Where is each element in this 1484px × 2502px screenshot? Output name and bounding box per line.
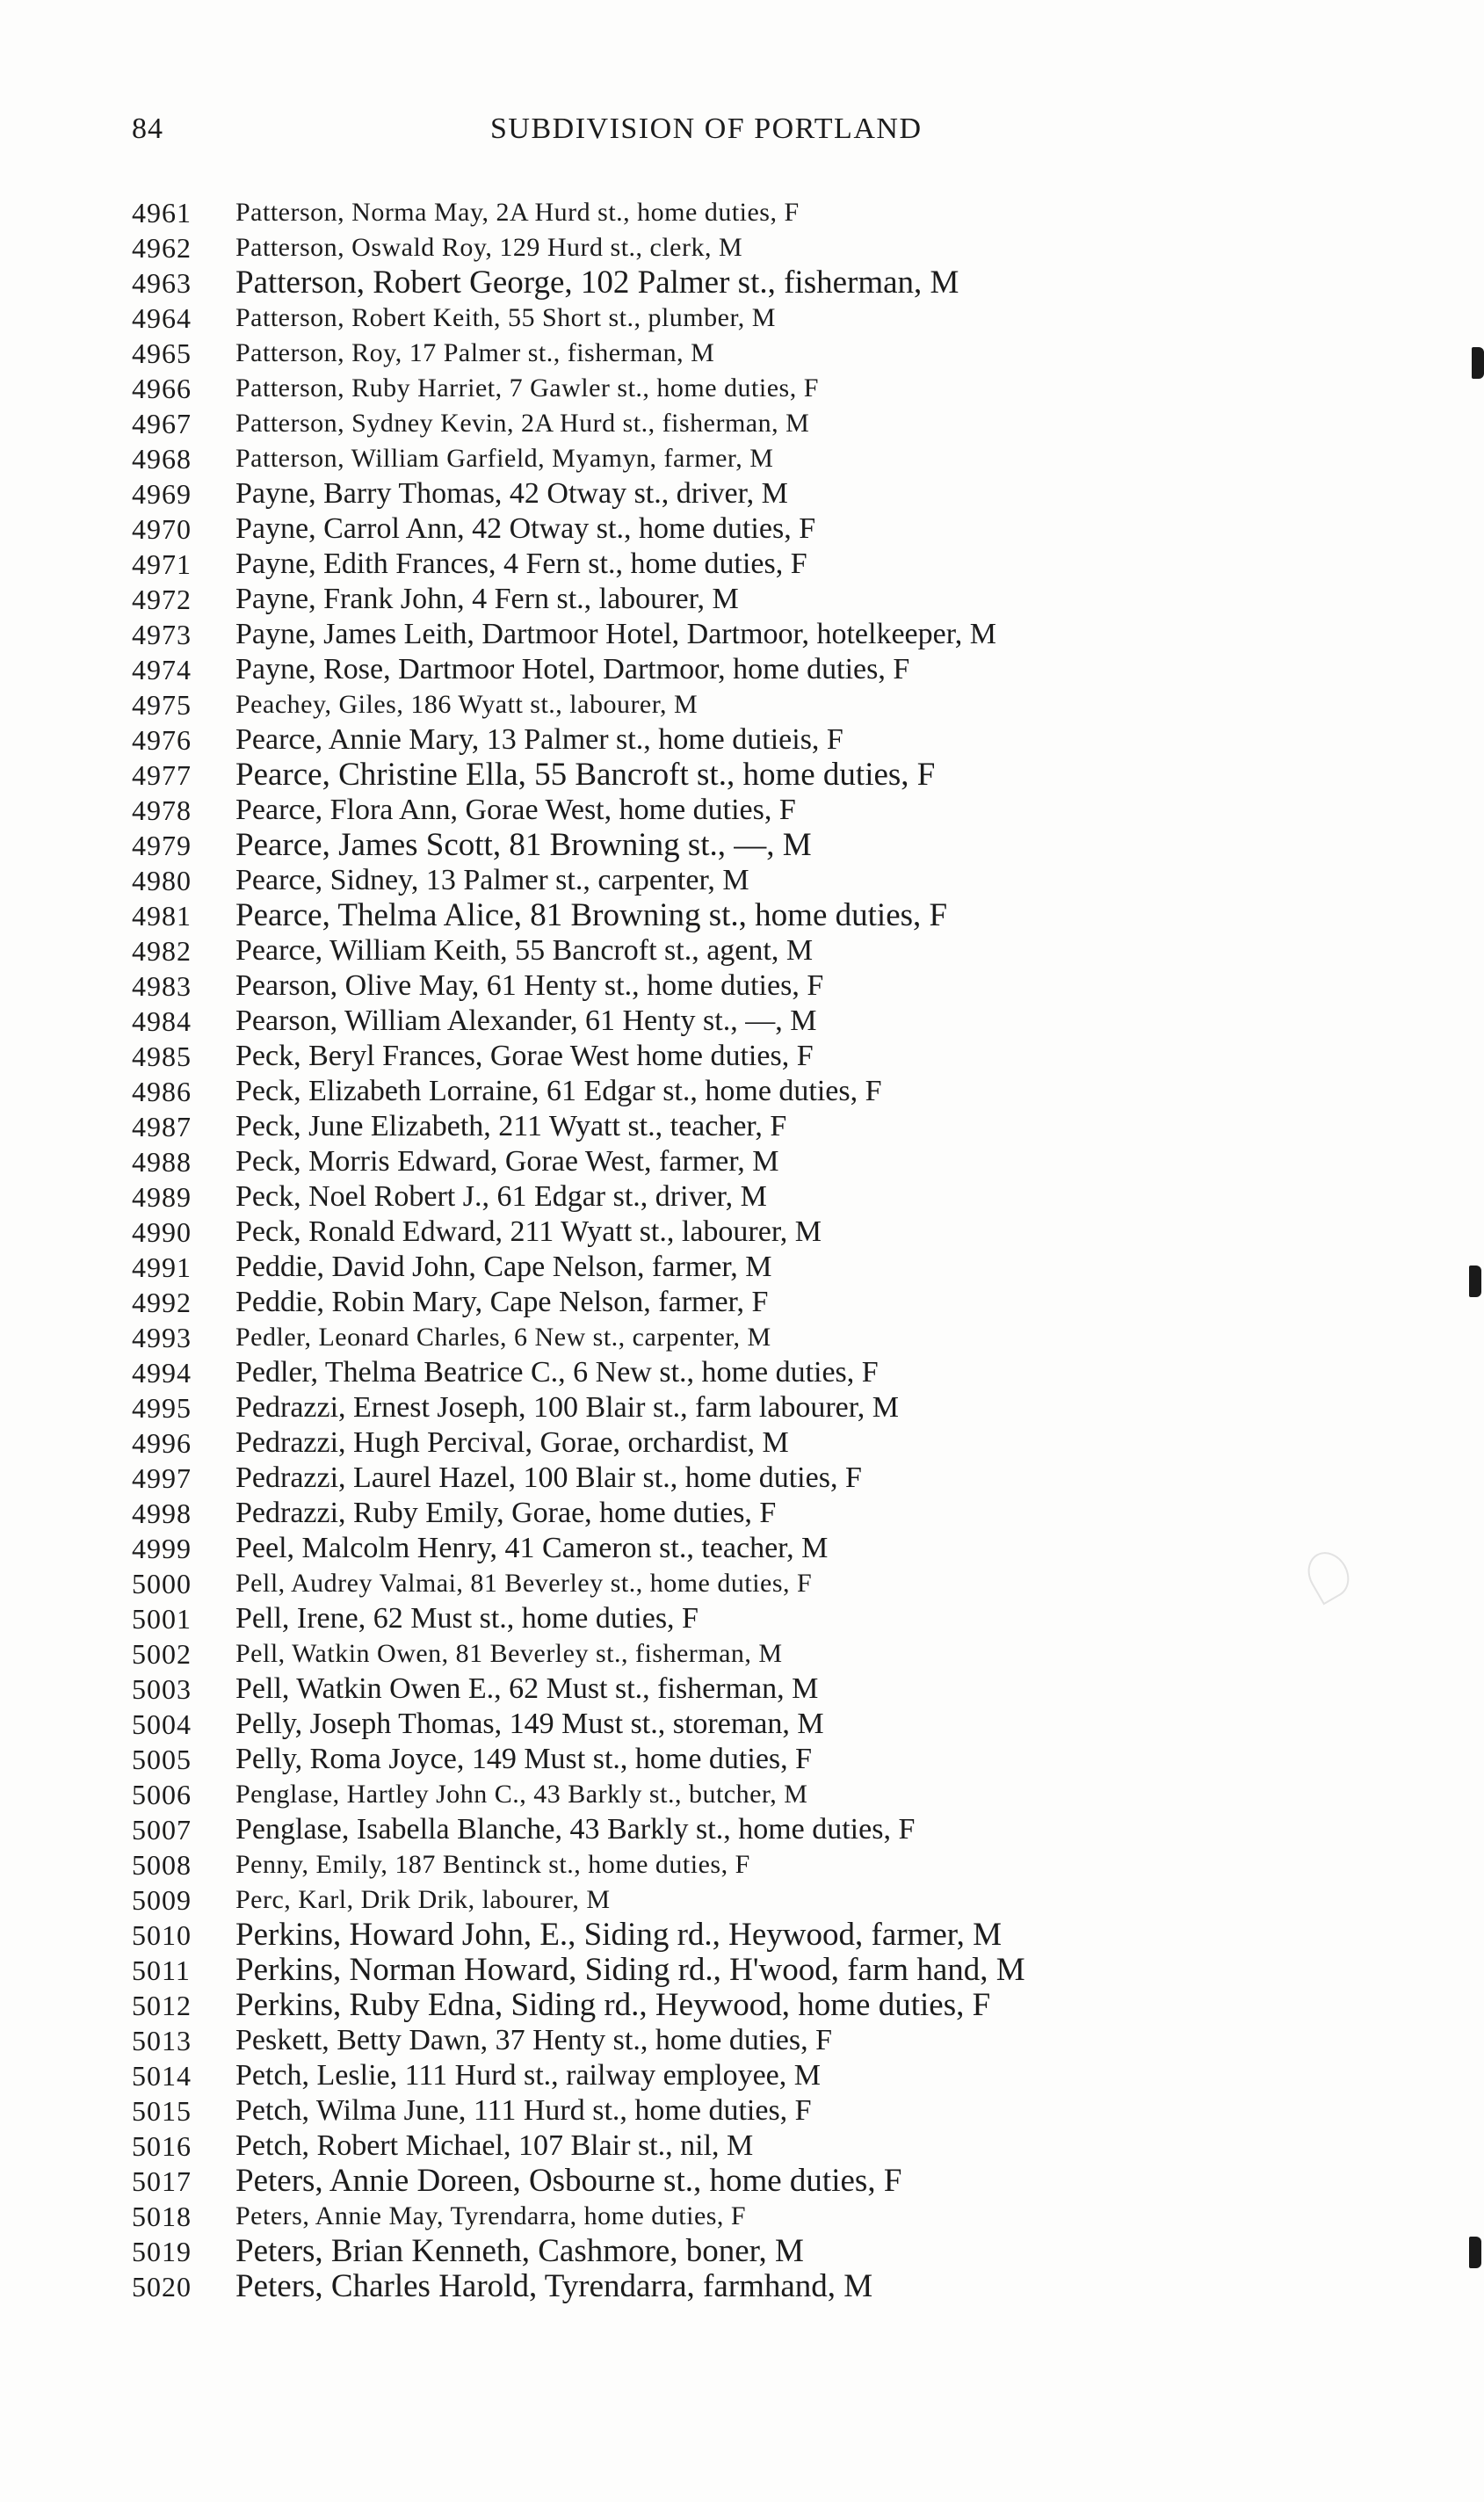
entry-text: Perkins, Howard John, E., Siding rd., Heywood, farmer, M	[235, 1917, 1003, 1953]
list-item	[0, 301, 1484, 336]
list-item	[0, 1039, 1484, 1074]
entry-number: 4991	[132, 1251, 192, 1283]
margin-tab-mark	[1469, 2237, 1481, 2268]
list-item	[0, 406, 1484, 441]
entry-number: 5010	[132, 1919, 192, 1951]
entry-text: Peters, Annie May, Tyrendarra, home duties, F	[235, 2201, 747, 2230]
list-item	[0, 2199, 1484, 2234]
entry-number: 4969	[132, 478, 192, 510]
entry-text: Peddie, David John, Cape Nelson, farmer, M	[235, 1251, 772, 1283]
entry-number: 4964	[132, 302, 192, 334]
list-item	[0, 1988, 1484, 2023]
entry-text: Perkins, Ruby Edna, Siding rd., Heywood, home duties, F	[235, 1987, 991, 2023]
list-item	[0, 793, 1484, 828]
entry-text: Pearson, Olive May, 61 Henty st., home duties, F	[235, 969, 824, 1002]
list-item	[0, 652, 1484, 687]
entry-number: 4995	[132, 1392, 192, 1424]
entry-text: Pedler, Leonard Charles, 6 New st., carpenter, M	[235, 1323, 771, 1352]
list-item	[0, 1461, 1484, 1496]
list-item	[0, 1179, 1484, 1215]
list-item	[0, 2023, 1484, 2058]
entry-text: Penny, Emily, 187 Bentinck st., home duties, F	[235, 1850, 750, 1879]
entry-number: 5009	[132, 1884, 192, 1916]
entry-number: 4961	[132, 197, 192, 228]
list-item	[0, 1390, 1484, 1425]
entry-number: 4963	[132, 267, 192, 299]
entry-text: Pell, Audrey Valmai, 81 Beverley st., home duties, F	[235, 1569, 813, 1598]
entry-text: Payne, Frank John, 4 Fern st., labourer, M	[235, 583, 739, 615]
list-item	[0, 1531, 1484, 1566]
entry-text: Pearson, William Alexander, 61 Henty st., —, M	[235, 1004, 817, 1037]
list-item	[0, 2129, 1484, 2164]
entry-number: 4965	[132, 337, 192, 369]
list-item	[0, 758, 1484, 793]
entry-text: Patterson, Oswald Roy, 129 Hurd st., clerk, M	[235, 233, 743, 262]
entry-text: Pedler, Thelma Beatrice C., 6 New st., home duties, F	[235, 1356, 879, 1389]
list-item	[0, 1953, 1484, 1988]
list-item	[0, 1074, 1484, 1109]
margin-tab-mark	[1469, 1266, 1481, 1297]
entry-text: Perkins, Norman Howard, Siding rd., H'wood, farm hand, M	[235, 1952, 1025, 1988]
entry-number: 5007	[132, 1814, 192, 1846]
entry-number: 4996	[132, 1427, 192, 1459]
entry-number: 4997	[132, 1462, 192, 1494]
list-item	[0, 1777, 1484, 1812]
list-item	[0, 1109, 1484, 1144]
list-item	[0, 195, 1484, 230]
entry-number: 4976	[132, 724, 192, 756]
entry-text: Peck, Noel Robert J., 61 Edgar st., driver, M	[235, 1180, 767, 1213]
list-item	[0, 2234, 1484, 2269]
entry-text: Patterson, Norma May, 2A Hurd st., home duties, F	[235, 198, 800, 227]
entry-number: 5013	[132, 2025, 192, 2056]
entry-text: Peck, June Elizabeth, 211 Wyatt st., teacher, F	[235, 1110, 787, 1142]
entry-text: Pearce, Flora Ann, Gorae West, home duties, F	[235, 794, 796, 826]
list-item	[0, 722, 1484, 758]
entry-text: Petch, Leslie, 111 Hurd st., railway employee, M	[235, 2059, 821, 2092]
entry-number: 5017	[132, 2165, 192, 2197]
list-item	[0, 371, 1484, 406]
entry-text: Payne, James Leith, Dartmoor Hotel, Dartmoor, hotelkeeper, M	[235, 618, 996, 650]
entry-number: 4967	[132, 408, 192, 439]
entry-number: 5019	[132, 2236, 192, 2267]
list-item	[0, 1004, 1484, 1039]
entry-text: Peck, Elizabeth Lorraine, 61 Edgar st., home duties, F	[235, 1075, 882, 1107]
list-item	[0, 1215, 1484, 1250]
entry-text: Payne, Rose, Dartmoor Hotel, Dartmoor, home duties, F	[235, 653, 910, 685]
entry-number: 4992	[132, 1287, 192, 1318]
list-item	[0, 1566, 1484, 1601]
entry-number: 5014	[132, 2060, 192, 2092]
entry-number: 5003	[132, 1673, 192, 1705]
entry-text: Patterson, William Garfield, Myamyn, farmer, M	[235, 444, 774, 473]
list-item	[0, 336, 1484, 371]
list-item	[0, 1144, 1484, 1179]
list-item	[0, 1847, 1484, 1882]
entry-text: Petch, Wilma June, 111 Hurd st., home duties, F	[235, 2094, 812, 2127]
entry-number: 4971	[132, 548, 192, 580]
list-item	[0, 1672, 1484, 1707]
entry-number: 5016	[132, 2130, 192, 2162]
entry-text: Petch, Robert Michael, 107 Blair st., nil, M	[235, 2129, 754, 2162]
list-item	[0, 898, 1484, 933]
entry-number: 4999	[132, 1533, 192, 1564]
entry-text: Pedrazzi, Ruby Emily, Gorae, home duties, F	[235, 1497, 777, 1529]
entry-text: Payne, Carrol Ann, 42 Otway st., home duties, F	[235, 512, 816, 545]
list-item	[0, 547, 1484, 582]
entry-number: 5004	[132, 1708, 192, 1740]
list-item	[0, 511, 1484, 547]
entry-number: 4962	[132, 232, 192, 264]
entry-text: Pedrazzi, Hugh Percival, Gorae, orchardist, M	[235, 1426, 789, 1459]
running-head-title: SUBDIVISION OF PORTLAND	[490, 112, 923, 145]
list-item	[0, 1812, 1484, 1847]
entry-number: 4988	[132, 1146, 192, 1178]
list-item	[0, 1250, 1484, 1285]
entry-text: Patterson, Sydney Kevin, 2A Hurd st., fisherman, M	[235, 409, 810, 438]
entry-text: Pelly, Joseph Thomas, 149 Must st., storeman, M	[235, 1708, 824, 1740]
list-item	[0, 828, 1484, 863]
entry-text: Pell, Irene, 62 Must st., home duties, F	[235, 1602, 699, 1635]
entry-number: 4994	[132, 1357, 192, 1389]
list-item	[0, 2093, 1484, 2129]
list-item	[0, 1918, 1484, 1953]
list-item	[0, 933, 1484, 968]
entry-text: Pearce, Annie Mary, 13 Palmer st., home dutieis, F	[235, 723, 843, 756]
entry-number: 5000	[132, 1568, 192, 1599]
entry-number: 4985	[132, 1041, 192, 1072]
list-item	[0, 687, 1484, 722]
entry-number: 4970	[132, 513, 192, 545]
entry-number: 5002	[132, 1638, 192, 1670]
entry-text: Pelly, Roma Joyce, 149 Must st., home duties, F	[235, 1743, 813, 1775]
list-item	[0, 1742, 1484, 1777]
list-item	[0, 1882, 1484, 1918]
entry-text: Pearce, Thelma Alice, 81 Browning st., home duties, F	[235, 897, 948, 933]
entry-number: 5020	[132, 2271, 192, 2303]
entry-number: 4989	[132, 1181, 192, 1213]
entry-number: 5005	[132, 1744, 192, 1775]
entry-number: 5015	[132, 2095, 192, 2127]
entry-number: 4986	[132, 1076, 192, 1107]
entry-number: 5012	[132, 1990, 192, 2021]
entry-text: Peddie, Robin Mary, Cape Nelson, farmer, F	[235, 1286, 769, 1318]
entry-number: 4978	[132, 794, 192, 826]
entry-number: 4984	[132, 1005, 192, 1037]
list-item	[0, 1320, 1484, 1355]
list-item	[0, 1601, 1484, 1636]
entry-text: Patterson, Robert Keith, 55 Short st., plumber, M	[235, 303, 776, 332]
entry-text: Peskett, Betty Dawn, 37 Henty st., home duties, F	[235, 2024, 833, 2056]
entry-text: Peters, Annie Doreen, Osbourne st., home duties, F	[235, 2163, 902, 2199]
entry-text: Penglase, Isabella Blanche, 43 Barkly st., home duties, F	[235, 1813, 916, 1846]
list-item	[0, 2058, 1484, 2093]
list-item	[0, 968, 1484, 1004]
page-number: 84	[132, 112, 163, 145]
list-item	[0, 441, 1484, 476]
entry-number: 4981	[132, 900, 192, 932]
list-item	[0, 2164, 1484, 2199]
entry-number: 4966	[132, 373, 192, 404]
entry-number: 5008	[132, 1849, 192, 1881]
entry-text: Payne, Barry Thomas, 42 Otway st., driver, M	[235, 477, 788, 510]
entry-number: 5001	[132, 1603, 192, 1635]
entry-number: 4987	[132, 1111, 192, 1142]
entry-text: Pedrazzi, Ernest Joseph, 100 Blair st., farm labourer, M	[235, 1391, 899, 1424]
entry-text: Perc, Karl, Drik Drik, labourer, M	[235, 1885, 611, 1914]
entry-number: 4993	[132, 1322, 192, 1353]
entry-text: Peck, Morris Edward, Gorae West, farmer, M	[235, 1145, 779, 1178]
list-item	[0, 863, 1484, 898]
entry-text: Pell, Watkin Owen, 81 Beverley st., fisherman, M	[235, 1639, 783, 1668]
entry-text: Peters, Brian Kenneth, Cashmore, boner, M	[235, 2233, 804, 2269]
entry-number: 5011	[132, 1954, 191, 1986]
list-item	[0, 1285, 1484, 1320]
entry-text: Pearce, Christine Ella, 55 Bancroft st., home duties, F	[235, 757, 936, 793]
entry-text: Peck, Beryl Frances, Gorae West home duties, F	[235, 1040, 814, 1072]
entry-text: Pearce, James Scott, 81 Browning st., —, M	[235, 827, 812, 863]
entry-number: 4982	[132, 935, 192, 967]
list-item	[0, 617, 1484, 652]
list-item	[0, 1707, 1484, 1742]
list-item	[0, 265, 1484, 301]
entry-text: Pearce, Sidney, 13 Palmer st., carpenter, M	[235, 864, 749, 896]
entry-number: 4973	[132, 619, 192, 650]
entry-text: Pell, Watkin Owen E., 62 Must st., fisherman, M	[235, 1672, 819, 1705]
list-item	[0, 1636, 1484, 1672]
electoral-roll-list	[0, 195, 1484, 2304]
entry-text: Peachey, Giles, 186 Wyatt st., labourer, M	[235, 690, 699, 719]
list-item	[0, 1425, 1484, 1461]
entry-number: 4972	[132, 584, 192, 615]
entry-text: Patterson, Robert George, 102 Palmer st., fisherman, M	[235, 265, 959, 301]
entry-text: Pedrazzi, Laurel Hazel, 100 Blair st., home duties, F	[235, 1461, 862, 1494]
entry-number: 4974	[132, 654, 192, 685]
entry-number: 4983	[132, 970, 192, 1002]
entry-number: 4975	[132, 689, 192, 721]
entry-text: Pearce, William Keith, 55 Bancroft st., agent, M	[235, 934, 814, 967]
list-item	[0, 476, 1484, 511]
list-item	[0, 582, 1484, 617]
list-item	[0, 230, 1484, 265]
entry-number: 4979	[132, 830, 192, 861]
entry-number: 4968	[132, 443, 192, 475]
entry-text: Payne, Edith Frances, 4 Fern st., home duties, F	[235, 548, 807, 580]
entry-number: 4998	[132, 1498, 192, 1529]
entry-number: 4990	[132, 1216, 192, 1248]
entry-number: 4980	[132, 865, 192, 896]
list-item	[0, 1496, 1484, 1531]
list-item	[0, 1355, 1484, 1390]
entry-text: Penglase, Hartley John C., 43 Barkly st., butcher, M	[235, 1780, 808, 1809]
entry-text: Patterson, Roy, 17 Palmer st., fisherman, M	[235, 338, 715, 367]
list-item	[0, 2269, 1484, 2304]
margin-tab-mark	[1472, 347, 1484, 379]
entry-text: Peel, Malcolm Henry, 41 Cameron st., teacher, M	[235, 1532, 829, 1564]
entry-number: 5018	[132, 2201, 192, 2232]
entry-text: Peters, Charles Harold, Tyrendarra, farmhand, M	[235, 2268, 873, 2304]
page-header	[0, 112, 1484, 156]
entry-text: Patterson, Ruby Harriet, 7 Gawler st., home duties, F	[235, 373, 819, 402]
entry-text: Peck, Ronald Edward, 211 Wyatt st., labourer, M	[235, 1215, 822, 1248]
entry-number: 4977	[132, 759, 192, 791]
entry-number: 5006	[132, 1779, 192, 1810]
